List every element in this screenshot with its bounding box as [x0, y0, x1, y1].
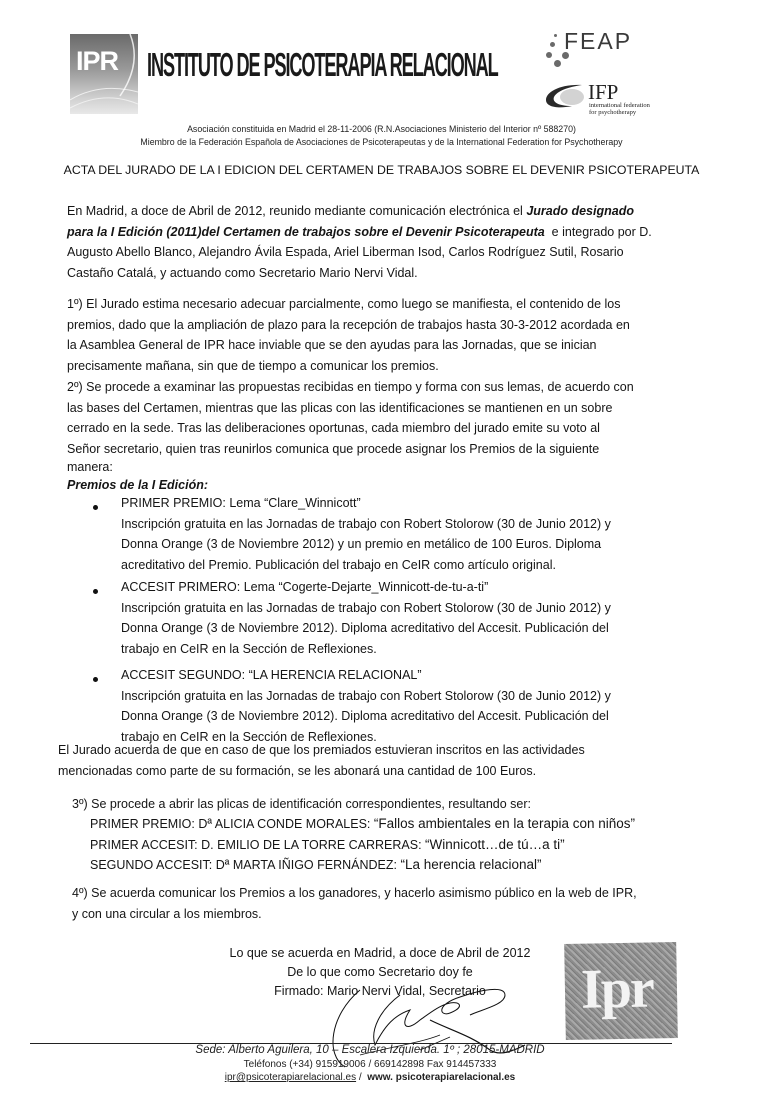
- result-work: “La herencia relacional”: [400, 857, 542, 872]
- ifp-swoosh-icon: [542, 82, 588, 112]
- prize-line: Donna Orange (3 de Noviembre 2012). Diploma acreditativo del Accesit. Publicación del: [121, 621, 609, 635]
- ipr-logo-text: IPR: [76, 46, 119, 76]
- paragraph-line: premios, dado que la ampliación de plazo para la recepción de trabajos hasta 30-3-2012 acordada en: [67, 317, 630, 332]
- footer-email-link[interactable]: ipr@psicoterapiarelacional.es: [224, 1072, 357, 1083]
- result-label: SEGUNDO ACCESIT: Dª MARTA IÑIGO FERNÁNDEZ:: [90, 858, 401, 872]
- feap-dot-icon: [550, 42, 555, 47]
- prize-item-2: [121, 577, 611, 659]
- closing-line: Lo que se acuerda en Madrid, a doce de Abril de 2012: [229, 946, 531, 960]
- prize-item-3: [121, 665, 611, 747]
- result-work: “Fallos ambientales en la terapia con niños”: [373, 816, 635, 831]
- paragraph-line: 2º) Se procede a examinar las propuestas recibidas en tiempo y forma con sus lemas, de acuerdo con: [67, 380, 634, 394]
- paragraph-line: mencionadas como parte de su formación, se les abonará una cantidad de 100 Euros.: [58, 763, 537, 778]
- intro-line-1: [67, 201, 747, 222]
- paragraph-line: 1º) El Jurado estima necesario adecuar parcialmente, como luego se manifiesta, el contenido de los: [67, 297, 621, 311]
- bullet-icon: [93, 589, 98, 594]
- paragraph-line: manera:: [67, 460, 113, 474]
- paragraph-3-intro: 3º) Se procede a abrir las plicas de identificación correspondientes, resultando ser:: [72, 797, 531, 811]
- footer-web: [160, 1072, 580, 1083]
- intro-paragraph: [67, 201, 747, 283]
- paragraph-line: 4º) Se acuerda comunicar los Premios a los ganadores, y hacerlo asimismo público en la web de IPR,: [72, 886, 637, 900]
- prize-line: Donna Orange (3 de Noviembre 2012). Diploma acreditativo del Accesit. Publicación del: [121, 709, 609, 723]
- bullet-icon: [93, 505, 98, 510]
- feap-logo: [540, 30, 660, 75]
- paragraph-line: la Asamblea General de IPR hace inviable que se den ayudas para las Jornadas, que se inician: [67, 338, 597, 352]
- paragraph-line: y con una circular a los miembros.: [72, 906, 262, 921]
- footer-separator: /: [356, 1072, 368, 1083]
- intro-line-4: Castaño Catalá, y actuando como Secretario Mario Nervi Vidal.: [67, 265, 418, 280]
- result-label: PRIMER ACCESIT: D. EMILIO DE LA TORRE CARRERAS:: [90, 837, 426, 852]
- footer-phones: Teléfonos (+34) 915919006 / 669142898 Fax 914457333: [243, 1059, 497, 1070]
- ifp-subtitle-line-2: for psychotherapy: [589, 109, 637, 116]
- prize-line: Inscripción gratuita en las Jornadas de trabajo con Robert Stolorow (30 de Junio 2012) y: [121, 688, 611, 703]
- paragraph-line: precisamente mañana, sin que de tiempo a comunicar los premios.: [67, 358, 439, 373]
- prize-line: Inscripción gratuita en las Jornadas de trabajo con Robert Stolorow (30 de Junio 2012) y: [121, 516, 611, 531]
- prize-line: trabajo en CeIR en la Sección de Reflexiones.: [121, 641, 377, 656]
- institute-name: INSTITUTO DE PSICOTERAPIA RELACIONAL: [147, 46, 498, 83]
- paragraph-line: las bases del Certamen, mientras que las plicas con las identificaciones se mantienen en un sobre: [67, 400, 613, 415]
- feap-logo-text: FEAP: [564, 28, 633, 54]
- paragraph-line: Señor secretario, quien tras reunirlos comunica que procede asignar los Premios de la siguiente: [67, 441, 600, 456]
- prize-line: Donna Orange (3 de Noviembre 2012) y un premio en metálico de 100 Euros. Diploma: [121, 537, 602, 551]
- result-item: [90, 814, 635, 835]
- intro-text: e integrado por D.: [544, 224, 652, 239]
- paragraph-line: El Jurado acuerda de que en caso de que los premiados estuvieran inscritos en las actividades: [58, 743, 585, 757]
- paragraph-1: [67, 294, 747, 376]
- ifp-logo: [542, 82, 682, 122]
- feap-dot-icon: [554, 60, 561, 67]
- prize-title: PRIMER PREMIO: Lema “Clare_Winnicott”: [121, 496, 361, 510]
- prize-item-1: [121, 493, 611, 575]
- jury-note: [58, 740, 738, 781]
- prize-title: ACCESIT PRIMERO: Lema “Cogerte-Dejarte_Winnicott-de-tu-a-ti”: [121, 580, 489, 594]
- footer-website-link[interactable]: www. psicoterapiarelacional.es: [367, 1072, 516, 1083]
- paragraph-2: [67, 377, 747, 494]
- bullet-icon: [93, 677, 98, 682]
- prize-line: acreditativo del Premio. Publicación del trabajo en CeIR como artículo original.: [121, 557, 556, 572]
- association-line-2: Miembro de la Federación Española de Asociaciones de Psicoterapeutas y de la International Federation for Psychotherapy: [140, 137, 623, 147]
- prize-line: Inscripción gratuita en las Jornadas de trabajo con Robert Stolorow (30 de Junio 2012) y: [121, 600, 611, 615]
- intro-line-2: [67, 222, 747, 243]
- intro-emphasis: para la I Edición (2011)del Certamen de trabajos sobre el Devenir Psicoterapeuta: [67, 224, 545, 239]
- association-line-1: Asociación constituida en Madrid el 28-11-2006 (R.N.Asociaciones Ministerio del Interior nº 588270): [187, 124, 576, 134]
- feap-dot-icon: [554, 34, 557, 37]
- result-label: PRIMER PREMIO: Dª ALICIA CONDE MORALES:: [90, 817, 374, 831]
- intro-line-3: Augusto Abello Blanco, Alejandro Ávila Espada, Ariel Liberman Isod, Carlos Rodríguez Sutil, Rosario: [67, 245, 624, 259]
- ipr-logo: [70, 34, 138, 114]
- prize-title: ACCESIT SEGUNDO: “LA HERENCIA RELACIONAL”: [121, 668, 422, 682]
- document-title: ACTA DEL JURADO DE LA I EDICION DEL CERTAMEN DE TRABAJOS SOBRE EL DEVENIR PSICOTERAPEUTA: [63, 163, 700, 177]
- stamp-text: Ipr: [580, 957, 654, 1021]
- paragraph-4: [72, 883, 752, 924]
- prize-line: trabajo en CeIR en la Sección de Reflexiones.: [121, 729, 377, 744]
- feap-dot-icon: [546, 52, 552, 58]
- closing-line: De lo que como Secretario doy fe: [287, 965, 473, 979]
- footer-address: Sede: Alberto Aguilera, 10 – Escalera Izquierda. 1º ; 28015-MADRID: [195, 1044, 545, 1056]
- result-item: [90, 855, 635, 876]
- ifp-logo-text: IFP: [588, 80, 619, 104]
- result-work: “Winnicott…de tú…a ti”: [425, 836, 565, 852]
- ifp-subtitle-line-1: international federation: [589, 102, 650, 109]
- intro-text: En Madrid, a doce de Abril de 2012, reunido mediante comunicación electrónica el: [67, 204, 527, 218]
- intro-emphasis: Jurado designado: [526, 204, 634, 218]
- ipr-stamp: [564, 942, 678, 1040]
- closing-line: Firmado: Mario Nervi Vidal, Secretario: [274, 984, 486, 998]
- results-list: [90, 814, 635, 876]
- result-item: [90, 835, 635, 856]
- ifp-logo-subtitle: [589, 102, 650, 116]
- prizes-heading: Premios de la I Edición:: [67, 478, 209, 492]
- paragraph-line: cerrado en la sede. Tras las deliberaciones oportunas, cada miembro del jurado emite su voto al: [67, 421, 600, 435]
